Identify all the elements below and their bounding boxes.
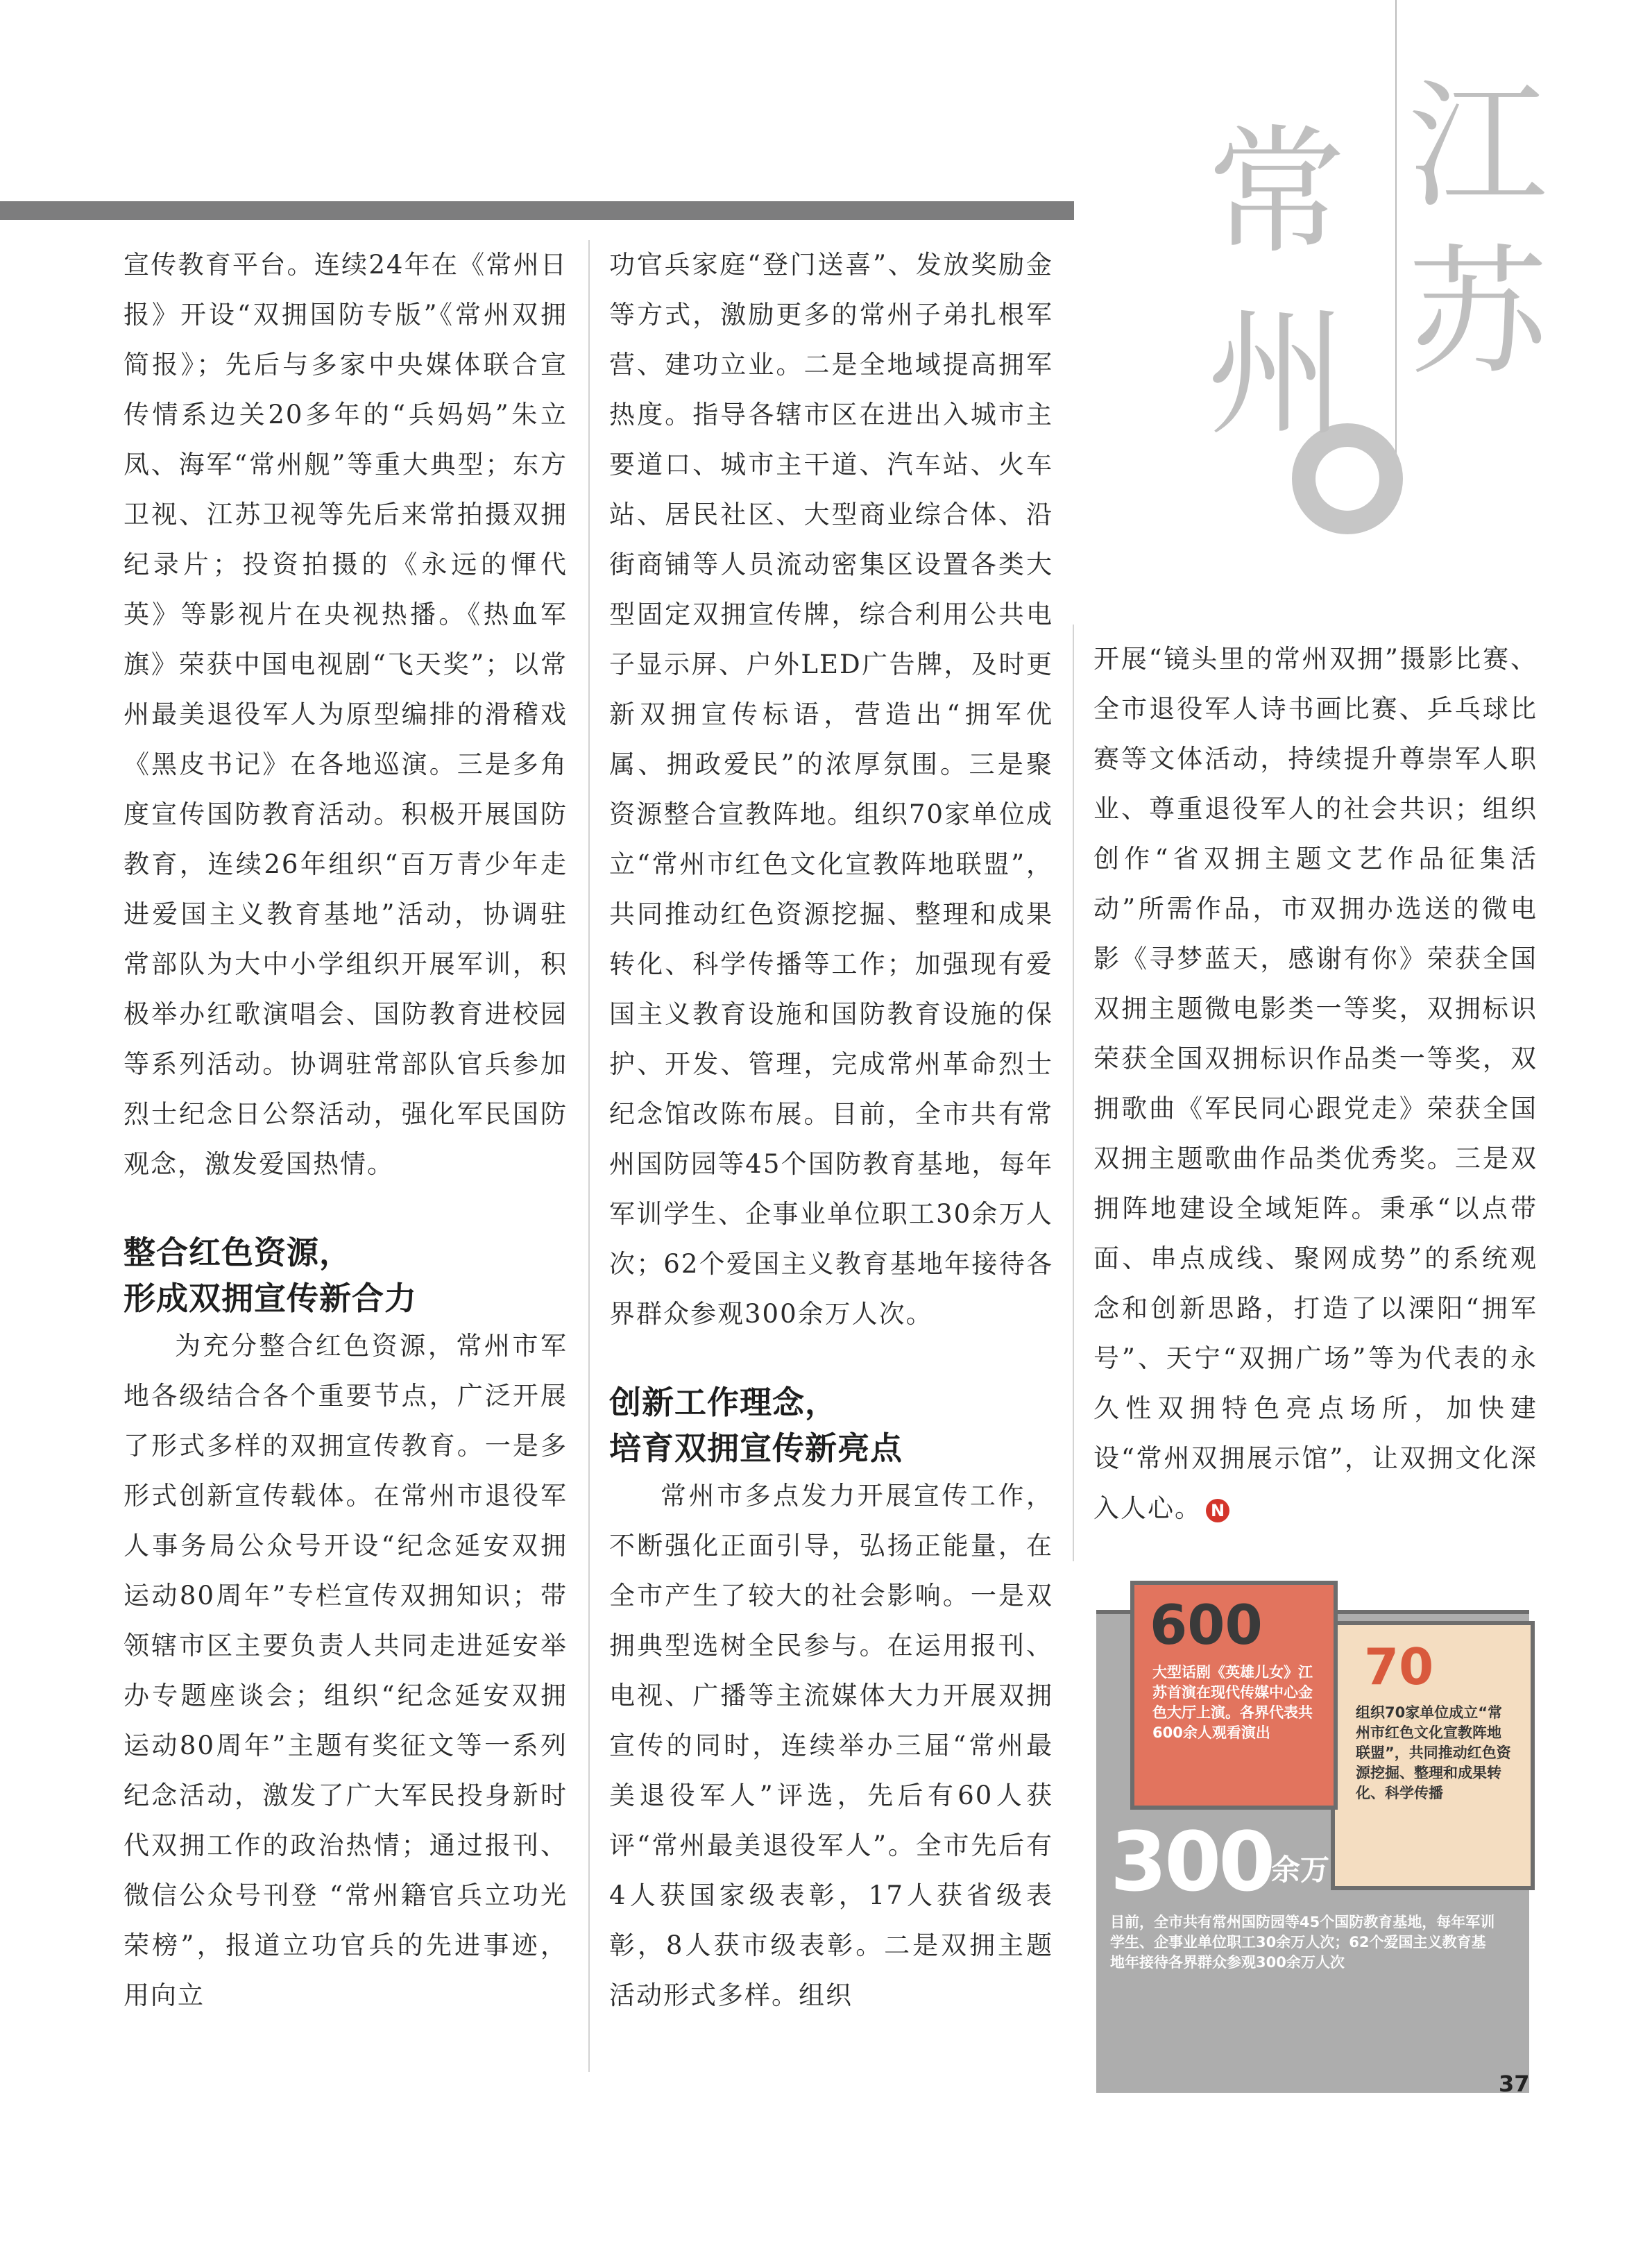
masthead-char-chang: 常 [1207, 112, 1347, 273]
column2-heading-line-1: 创新工作理念， [609, 1384, 837, 1421]
masthead-vertical-line [1395, 0, 1397, 472]
column1-heading-line-2: 形成双拥宣传新合力 [124, 1280, 417, 1317]
article-end-icon: N [1206, 1499, 1229, 1522]
column-separator-1 [588, 240, 590, 2072]
column1-paragraph-1: 宣传教育平台。连续24年在《常州日报》开设“双拥国防专版”《常州双拥简报》；先后与多家中央媒体联合宣传情系边关20多年的“兵妈妈”朱立凤、海军“常州舰”等重大典型；东方卫视、江苏卫视等先后来常拍摄双拥纪录片；投资拍摄的《永远的惲代英》等影视片在央视热播。《热血军旗》荣获中国电视剧“飞天奖”；以常州最美退役军人为原型编排的滑稽戏《黑皮书记》在各地巡演。三是多角度宣传国防教育活动。积极开展国防教育，连续26年组织“百万青少年走进爱国主义教育基地”活动，协调驻常部队为大中小学组织开展军训，积极举办红歌演唱会、国防教育进校园等系列活动。协调驻常部队官兵参加烈士纪念日公祭活动，强化军民国防观念，激发爱国热情。 [124, 250, 568, 1179]
stat-70-description: 组织70家单位成立“常州市红色文化宣教阵地联盟”，共同推动红色资源挖掘、整理和成果转化、科学传播 [1356, 1704, 1511, 1801]
column1-paragraph-2: 为充分整合红色资源，常州市军地各级结合各个重要节点，广泛开展了形式多样的双拥宣传教育。一是多形式创新宣传载体。在常州市退役军人事务局公众号开设“纪念延安双拥运动80周年”专栏宣传双拥知识；带领辖市区主要负责人共同走进延安举办专题座谈会；组织“纪念延安双拥运动80周年”主题有奖征文等一系列纪念活动，激发了广大军民投身新时代双拥工作的政治热情；通过报刊、微信公众号刊登 “常州籍官兵立功光荣榜”，报道立功官兵的先进事迹，用向立 [124, 1331, 568, 2010]
stat-300-number: 300 [1110, 1814, 1273, 1910]
column3-paragraph-text: 开展“镜头里的常州双拥”摄影比赛、全市退役军人诗书画比赛、乒乓球比赛等文体活动，持续提升尊崇军人职业、尊重退役军人的社会共识；组织创作“省双拥主题文艺作品征集活动”所需作品，市双拥办选送的微电影《寻梦蓝天，感谢有你》荣获全国双拥主题微电影类一等奖，双拥标识荣获全国双拥标识作品类一等奖，双拥歌曲《军民同心跟党走》荣获全国双拥主题歌曲作品类优秀奖。三是双拥阵地建设全域矩阵。秉承“以点带面、串点成线、聚网成势”的系统观念和创新思路，打造了以溧阳“拥军号”、天宁“双拥广场”等为代表的永久性双拥特色亮点场所，加快建设“常州双拥展示馆”，让双拥文化深入人心。 [1093, 644, 1538, 1523]
masthead-char-jiang: 江 [1408, 66, 1548, 228]
stat-300-unit: 余万 [1271, 1853, 1330, 1887]
stat-600-number: 600 [1150, 1595, 1263, 1657]
column2-paragraph-1: 功官兵家庭“登门送喜”、发放奖励金等方式，激励更多的常州子弟扎根军营、建功立业。二是全地域提高拥军热度。指导各辖市区在进出入城市主要道口、城市主干道、汽车站、火车站、居民社区、大型商业综合体、沿街商铺等人员流动密集区设置各类大型固定双拥宣传牌，综合利用公共电子显示屏、户外LED广告牌，及时更新双拥宣传标语，营造出“拥军优属、拥政爱民”的浓厚氛围。三是聚资源整合宣教阵地。组织70家单位成立“常州市红色文化宣教阵地联盟”，共同推动红色资源挖掘、整理和成果转化、科学传播等工作；加强现有爱国主义教育设施和国防教育设施的保护、开发、管理，完成常州革命烈士纪念馆改陈布展。目前，全市共有常州国防园等45个国防教育基地，每年军训学生、企事业单位职工30余万人次；62个爱国主义教育基地年接待各界群众参观300余万人次。 [609, 250, 1053, 1329]
stat-box-600 [1130, 1581, 1338, 1810]
stat-70-number: 70 [1364, 1638, 1434, 1696]
page-number: 37 [1499, 2071, 1530, 2097]
stat-600-description: 大型话剧《英雄儿女》江苏首演在现代传媒中心金色大厅上演。各界代表共600余人观看演出 [1152, 1664, 1313, 1741]
article-column-2 [609, 240, 1053, 2021]
stat-300-description: 目前，全市共有常州国防园等45个国防教育基地，每年军训学生、企事业单位职工30余万人次；62个爱国主义教育基地年接待各界群众参观300余万人次 [1110, 1914, 1495, 1971]
top-divider-bar [0, 201, 1074, 220]
article-column-3 [1093, 634, 1538, 1534]
column1-heading-line-1: 整合红色资源， [124, 1234, 352, 1271]
column-separator-2 [1073, 625, 1074, 1561]
column2-heading-line-2: 培育双拥宣传新亮点 [609, 1429, 903, 1467]
column2-paragraph-2: 常州市多点发力开展宣传工作，不断强化正面引导，弘扬正能量，在全市产生了较大的社会影响。一是双拥典型选树全民参与。在运用报刊、电视、广播等主流媒体大力开展双拥宣传的同时，连续举办三届“常州最美退役军人”评选，先后有60人获评“常州最美退役军人”。全市先后有4人获国家级表彰，17人获省级表彰，8人获市级表彰。二是双拥主题活动形式多样。组织 [609, 1481, 1053, 2010]
article-column-1 [124, 240, 568, 2021]
masthead-char-zhou: 州 [1207, 294, 1347, 455]
column3-paragraph-1 [1093, 634, 1538, 1534]
stat-box-70 [1331, 1621, 1535, 1890]
masthead-char-su: 苏 [1408, 232, 1548, 394]
